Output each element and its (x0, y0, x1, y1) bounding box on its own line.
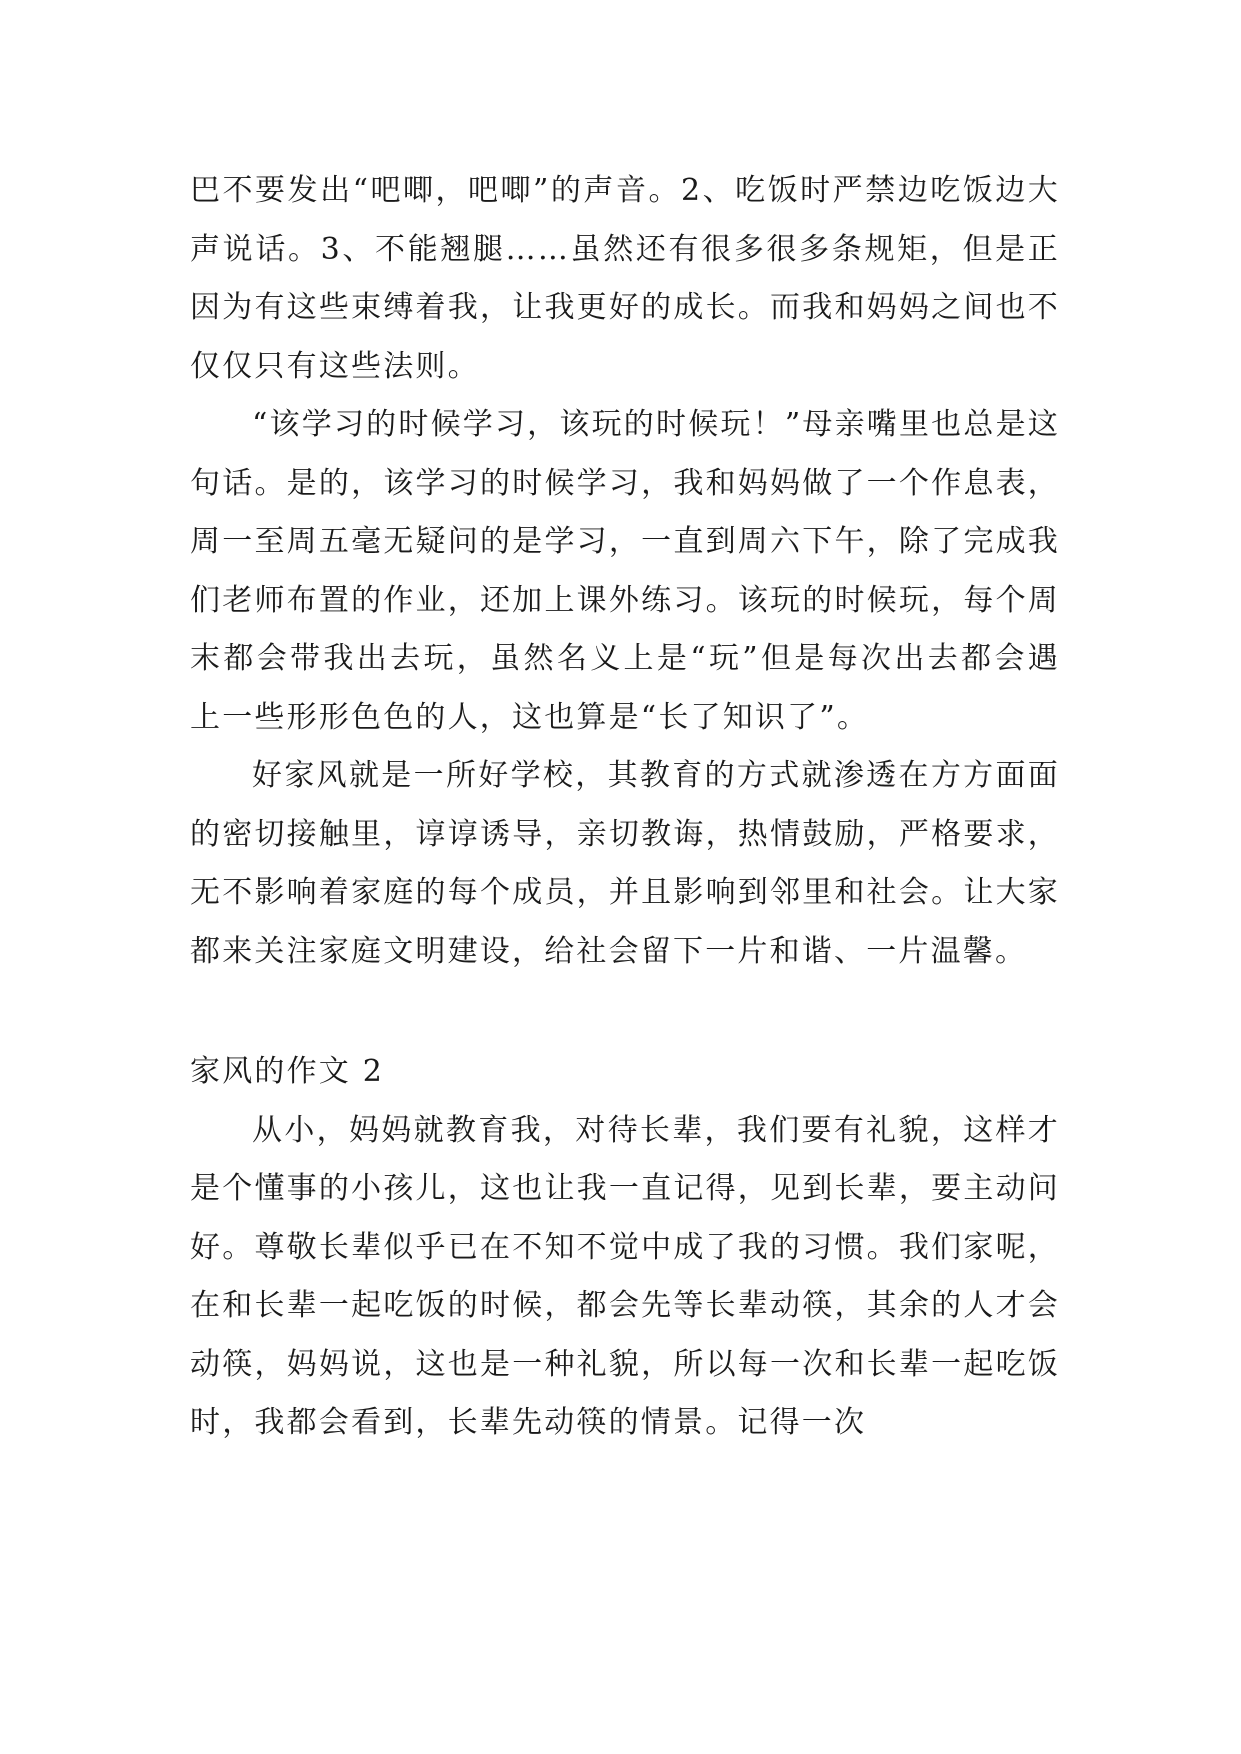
section-heading: 家风的作文 2 (190, 1054, 385, 1089)
paragraph-good-family: 好家风就是一所好学校，其教育的方式就渗透在方方面面的密切接触里，谆谆诱导，亲切教诲，热情鼓励，严格要求，无不影响着家庭的每个成员，并且影响到邻里和社会。让大家都来关注家庭文明建设，给社会留下一片和谐、一片温馨。 (190, 758, 1060, 969)
paragraph-study-play: “该学习的时候学习，该玩的时候玩！”母亲嘴里也总是这句话。是的，该学习的时候学习，我和妈妈做了一个作息表，周一至周五毫无疑问的是学习，一直到周六下午，除了完成我们老师布置的作业，还加上课外练习。该玩的时候玩，每个周末都会带我出去玩，虽然名义上是“玩”但是每次出去都会遇上一些形形色色的人，这也算是“长了知识了”。 (190, 407, 1060, 735)
paragraph-respect-elders: 从小，妈妈就教育我，对待长辈，我们要有礼貌，这样才是个懂事的小孩儿，这也让我一直记得，见到长辈，要主动问好。尊敬长辈似乎已在不知不觉中成了我的习惯。我们家呢，在和长辈一起吃饭的时候，都会先等长辈动筷，其余的人才会动筷，妈妈说，这也是一种礼貌，所以每一次和长辈一起吃饭时，我都会看到，长辈先动筷的情景。记得一次 (190, 1112, 1060, 1440)
document-body (190, 162, 1060, 1453)
paragraph-continuation: 巴不要发出“吧唧，吧唧”的声音。2、吃饭时严禁边吃饭边大声说话。3、不能翘腿……虽然还有很多很多条规矩，但是正因为有这些束缚着我，让我更好的成长。而我和妈妈之间也不仅仅只有这些法则。 (190, 173, 1060, 384)
section-gap (190, 981, 1060, 1043)
